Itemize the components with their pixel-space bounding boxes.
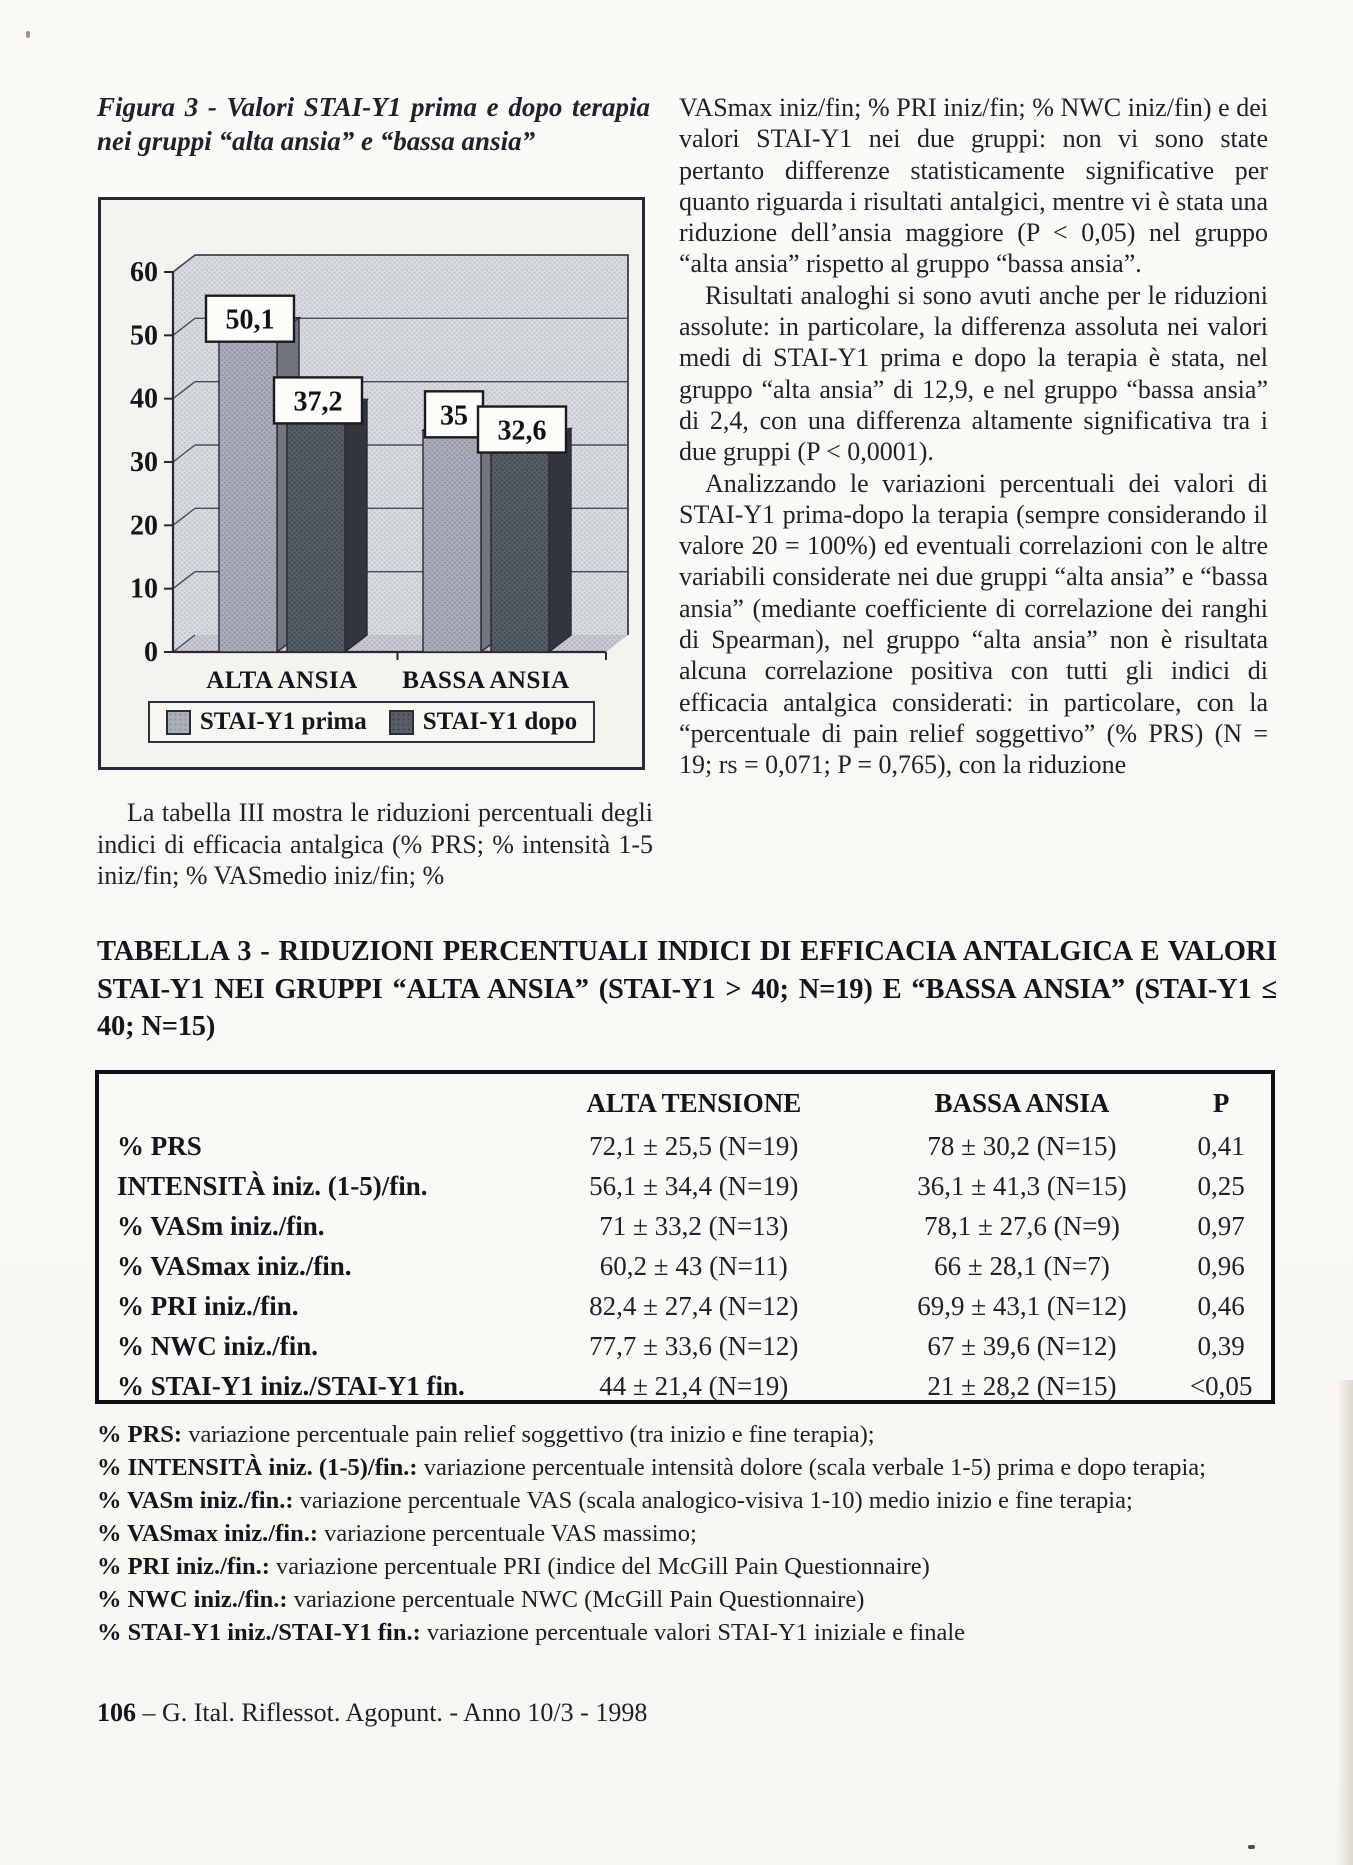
svg-text:40: 40 (130, 383, 158, 415)
table-cell-alta: 71 ± 33,2 (N=13) (599, 1210, 789, 1241)
table-row (99, 1166, 1271, 1206)
table-header-row (99, 1074, 1271, 1126)
footnote-desc: variazione percentuale VAS (scala analogico-visiva 1-10) medio inizio e fine terapia; (299, 1487, 1133, 1514)
footnote-desc: variazione percentuale valori STAI-Y1 iniziale e finale (426, 1619, 966, 1646)
footnote-desc: variazione percentuale NWC (McGill Pain Questionnaire) (293, 1586, 865, 1613)
footnote (97, 1616, 1279, 1649)
table-cell-bassa: 66 ± 28,1 (N=7) (934, 1250, 1110, 1281)
table-cell-alta: 82,4 ± 27,4 (N=12) (589, 1290, 799, 1321)
right-paragraph-3: Analizzando le variazioni percentuali dei valori di STAI-Y1 prima-dopo la terapia (sempre considerando il valore 20 = 100%) ed eventuali correlazioni con le altre variabili considerate nei due gruppi “alta ansia” e “bassa ansia” (mediante coefficiente di correlazione dei ranghi di Spearman), nel gruppo “alta ansia” non è risultata alcuna correlazione positiva con tutti gli indici di efficacia antalgica considerati: in particolare, con la “percentuale di pain relief soggettivo” (% PRS) (N = 19; rs = 0,071; P = 0,765), con la riduzione (679, 468, 1268, 780)
left-column-paragraph: La tabella III mostra le riduzioni percentuali degli indici di efficacia antalgica (% PRS; % intensità 1-5 iniz/fin; % VASmedio iniz/fin; % (97, 798, 653, 890)
footnote-term: % PRS: (97, 1421, 183, 1448)
table-cell-alta: 44 ± 21,4 (N=19) (599, 1370, 789, 1401)
svg-text:ALTA ANSIA: ALTA ANSIA (206, 667, 358, 694)
footnote-desc: variazione percentuale intensità dolore (scala verbale 1-5) prima e dopo terapia; (423, 1454, 1206, 1481)
legend-swatch-prima-icon (166, 710, 191, 735)
table-header-bassa-ansia: BASSA ANSIA (934, 1087, 1110, 1118)
svg-text:37,2: 37,2 (293, 386, 343, 418)
table-header-p: P (1212, 1087, 1230, 1118)
table-row (99, 1286, 1271, 1326)
table-cell-bassa: 67 ± 39,6 (N=12) (927, 1330, 1117, 1361)
svg-text:0: 0 (144, 637, 158, 668)
footnote-term: % INTENSITÀ iniz. (1-5)/fin.: (97, 1454, 418, 1481)
table-cell-p: 0,96 (1197, 1250, 1245, 1281)
table-row-label: % PRS (117, 1130, 202, 1161)
scan-artifact (26, 31, 30, 38)
footnote (97, 1451, 1279, 1484)
footer-citation: – G. Ital. Riflessot. Agopunt. - Anno 10/3 - 1998 (142, 1698, 648, 1727)
svg-text:20: 20 (130, 510, 158, 542)
right-column (679, 92, 1268, 781)
scan-artifact (1337, 1380, 1353, 1865)
table-row-label: % VASm iniz./fin. (117, 1210, 325, 1241)
table-cell-p: 0,39 (1197, 1330, 1245, 1361)
legend-swatch-dopo-icon (389, 710, 414, 735)
footnote-desc: variazione percentuale pain relief soggettivo (tra inizio e fine terapia); (188, 1421, 875, 1448)
table-footnotes (97, 1418, 1279, 1649)
table-row (99, 1126, 1271, 1166)
svg-text:10: 10 (130, 573, 158, 605)
footnote-term: % VASmax iniz./fin.: (97, 1520, 318, 1547)
footnote (97, 1517, 1279, 1550)
legend-label-prima: STAI-Y1 prima (199, 708, 367, 735)
table-cell-alta: 72,1 ± 25,5 (N=19) (589, 1130, 799, 1161)
table-cell-bassa: 21 ± 28,2 (N=15) (927, 1370, 1117, 1401)
table-cell-p: <0,05 (1189, 1370, 1253, 1401)
footnote (97, 1484, 1279, 1517)
table-3 (95, 1070, 1275, 1404)
stai-y1-bar-chart (101, 204, 642, 704)
table-row-label: INTENSITÀ iniz. (1-5)/fin. (117, 1170, 428, 1201)
svg-text:35: 35 (440, 400, 468, 432)
table-row (99, 1206, 1271, 1246)
table-cell-p: 0,25 (1197, 1170, 1245, 1201)
table-row-label: % PRI iniz./fin. (117, 1290, 299, 1321)
table-cell-bassa: 78,1 ± 27,6 (N=9) (924, 1210, 1120, 1241)
table-cell-alta: 77,7 ± 33,6 (N=12) (589, 1330, 799, 1361)
table-header-alta-tensione: ALTA TENSIONE (586, 1087, 802, 1118)
page-number: 106 (97, 1698, 136, 1727)
footnote-term: % STAI-Y1 iniz./STAI-Y1 fin.: (97, 1619, 421, 1646)
table-row (99, 1246, 1271, 1286)
svg-text:32,6: 32,6 (497, 415, 547, 447)
svg-text:30: 30 (130, 447, 158, 478)
figure-3-chart-box (98, 197, 645, 770)
table-row (99, 1366, 1271, 1406)
table-3-title: TABELLA 3 - RIDUZIONI PERCENTUALI INDICI DI EFFICACIA ANTALGICA E VALORI STAI-Y1 NEI GRUPPI “ALTA ANSIA” (STAI-Y1 > 40; N=19) E “BASSA ANSIA” (STAI-Y1 ≤ 40; N=15) (97, 936, 1277, 1042)
svg-text:50,1: 50,1 (225, 304, 275, 336)
footnote-desc: variazione percentuale PRI (indice del McGill Pain Questionnaire) (276, 1553, 930, 1580)
footnote (97, 1583, 1279, 1616)
legend-label-dopo: STAI-Y1 dopo (422, 708, 578, 735)
table-cell-bassa: 36,1 ± 41,3 (N=15) (917, 1170, 1127, 1201)
table-cell-alta: 60,2 ± 43 (N=11) (599, 1250, 788, 1281)
table-cell-p: 0,46 (1197, 1290, 1245, 1321)
chart-legend-box (148, 701, 595, 743)
figure-caption: Figura 3 - Valori STAI-Y1 prima e dopo terapia nei gruppi “alta ansia” e “bassa ansia” (97, 92, 650, 156)
table-cell-p: 0,41 (1197, 1130, 1245, 1161)
footnote (97, 1418, 1279, 1451)
footnote-term: % VASm iniz./fin.: (97, 1487, 294, 1514)
footnote (97, 1550, 1279, 1583)
chart-category-labels (206, 667, 570, 694)
table-row (99, 1326, 1271, 1366)
legend-item-dopo (389, 708, 577, 736)
table-cell-p: 0,97 (1197, 1210, 1245, 1241)
right-paragraph-1: VASmax iniz/fin; % PRI iniz/fin; % NWC iniz/fin) e dei valori STAI-Y1 nei due gruppi: non vi sono state pertanto differenze statisticamente significative per quanto riguarda i risultati antalgici, mentre vi è stata una riduzione dell’ansia maggiore (P < 0,05) nel gruppo “alta ansia” rispetto al gruppo “bassa ansia”. (679, 93, 1268, 279)
svg-text:50: 50 (130, 320, 158, 352)
page-footer (97, 1698, 647, 1728)
footnote-term: % PRI iniz./fin.: (97, 1553, 270, 1580)
table-cell-bassa: 78 ± 30,2 (N=15) (927, 1130, 1117, 1161)
scan-artifact (1248, 1845, 1255, 1849)
footnote-desc: variazione percentuale VAS massimo; (324, 1520, 697, 1547)
svg-text:60: 60 (130, 257, 158, 288)
table-cell-bassa: 69,9 ± 43,1 (N=12) (917, 1290, 1127, 1321)
svg-text:BASSA ANSIA: BASSA ANSIA (402, 667, 570, 694)
table-cell-alta: 56,1 ± 34,4 (N=19) (589, 1170, 799, 1201)
right-paragraph-2: Risultati analoghi si sono avuti anche per le riduzioni assolute: in particolare, la differenza assoluta nei valori medi di STAI-Y1 prima e dopo la terapia è stata, nel gruppo “alta ansia” di 12,9, e nel gruppo “bassa ansia” di 2,4, con una differenza altamente significativa tra i due gruppi (P < 0,0001). (679, 280, 1268, 467)
legend-item-prima (166, 708, 367, 736)
footnote-term: % NWC iniz./fin.: (97, 1586, 288, 1613)
table-row-label: % VASmax iniz./fin. (117, 1250, 352, 1281)
table-row-label: % NWC iniz./fin. (117, 1330, 319, 1361)
table-row-label: % STAI-Y1 iniz./STAI-Y1 fin. (117, 1370, 465, 1401)
chart-legend (101, 701, 642, 743)
